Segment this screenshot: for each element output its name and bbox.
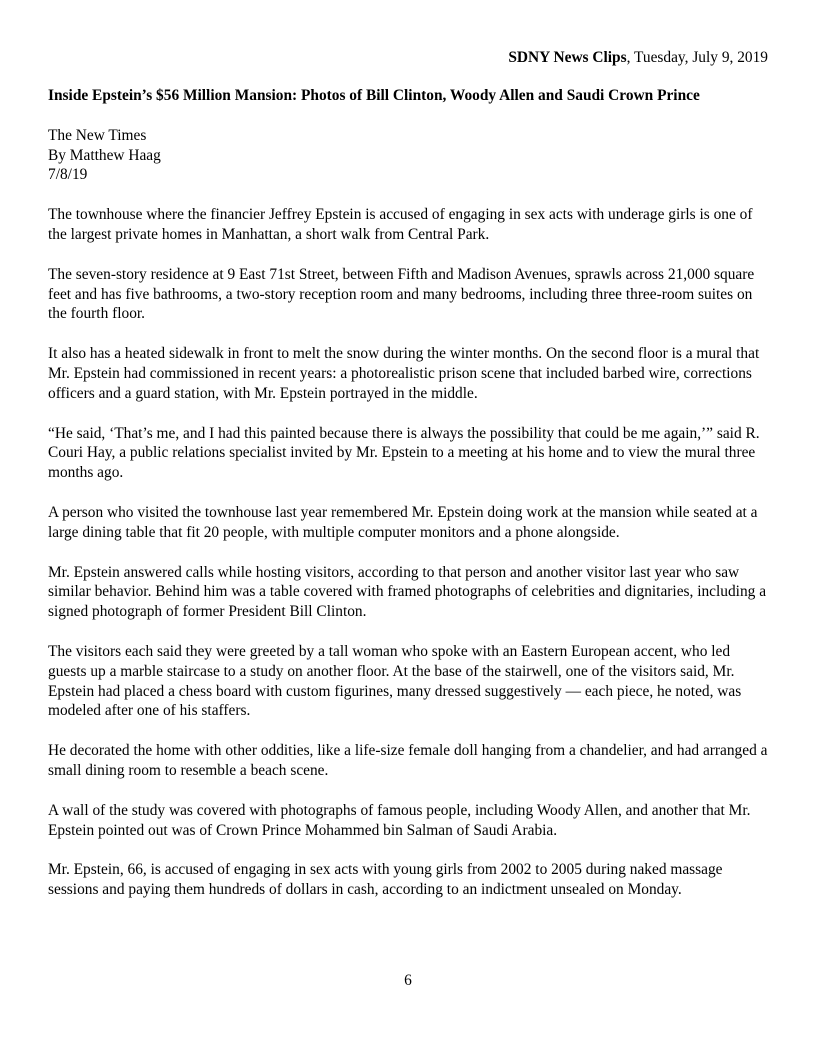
article — [48, 86, 772, 920]
article-paragraph: The townhouse where the financier Jeffrey Epstein is accused of engaging in sex acts with underage girls is one of the largest private homes in Manhattan, a short walk from Central Park. — [48, 206, 753, 243]
article-date: 7/8/19 — [48, 166, 88, 184]
page-header — [508, 48, 768, 68]
article-paragraph: Mr. Epstein answered calls while hosting visitors, according to that person and another visitor last year who saw similar behavior. Behind him was a table covered with framed photographs of celebrities and dignitaries, including a signed photograph of former President Bill Clinton. — [48, 563, 767, 621]
article-paragraph: A wall of the study was covered with photographs of famous people, including Woody Allen, and another that Mr. Epstein pointed out was of Crown Prince Mohammed bin Salman of Saudi Arabia. — [48, 801, 751, 839]
article-paragraph: He decorated the home with other oddities, like a life-size female doll hanging from a chandelier, and had arranged a small dining room to resemble a beach scene. — [48, 742, 768, 779]
article-paragraph: The seven-story residence at 9 East 71st Street, between Fifth and Madison Avenues, sprawls across 21,000 square feet and has five bathrooms, a two-story reception room and many bedrooms, including three three-room suites on the fourth floor. — [48, 265, 755, 323]
article-headline: Inside Epstein’s $56 Million Mansion: Photos of Bill Clinton, Woody Allen and Saudi Crown Prince — [48, 87, 700, 104]
article-paragraph: The visitors each said they were greeted by a tall woman who spoke with an Eastern European accent, who led guests up a marble staircase to a study on another floor. At the base of the stairwell, one of the visitors said, Mr. Epstein had placed a chess board with custom figurines, many dressed suggestively — each piece, he noted, was modeled after one of his staffers. — [48, 642, 742, 720]
article-source: The New Times — [48, 126, 147, 144]
publication-date: , Tuesday, July 9, 2019 — [626, 49, 768, 66]
page-number: 6 — [404, 972, 412, 989]
article-paragraph: A person who visited the townhouse last year remembered Mr. Epstein doing work at the mansion while seated at a large dining table that fit 20 people, with multiple computer monitors and a phone alongside. — [48, 503, 758, 541]
article-meta — [48, 126, 772, 185]
article-paragraph: It also has a heated sidewalk in front to melt the snow during the winter months. On the second floor is a mural that Mr. Epstein had commissioned in recent years: a photorealistic prison scene that included barbed wire, corrections officers and a guard station, with Mr. Epstein portrayed in the middle. — [48, 345, 760, 402]
article-paragraph: “He said, ‘That’s me, and I had this painted because there is always the possibility that could be me again,’” said R. Couri Hay, a public relations specialist invited by Mr. Epstein to a meeting at his home and to view the mural three months ago. — [48, 424, 760, 482]
article-paragraph: Mr. Epstein, 66, is accused of engaging in sex acts with young girls from 2002 to 2005 during naked massage sessions and paying them hundreds of dollars in cash, according to an indictment unsealed on Monday. — [48, 861, 723, 899]
article-byline: By Matthew Haag — [48, 146, 161, 164]
publication-name: SDNY News Clips — [508, 49, 627, 66]
